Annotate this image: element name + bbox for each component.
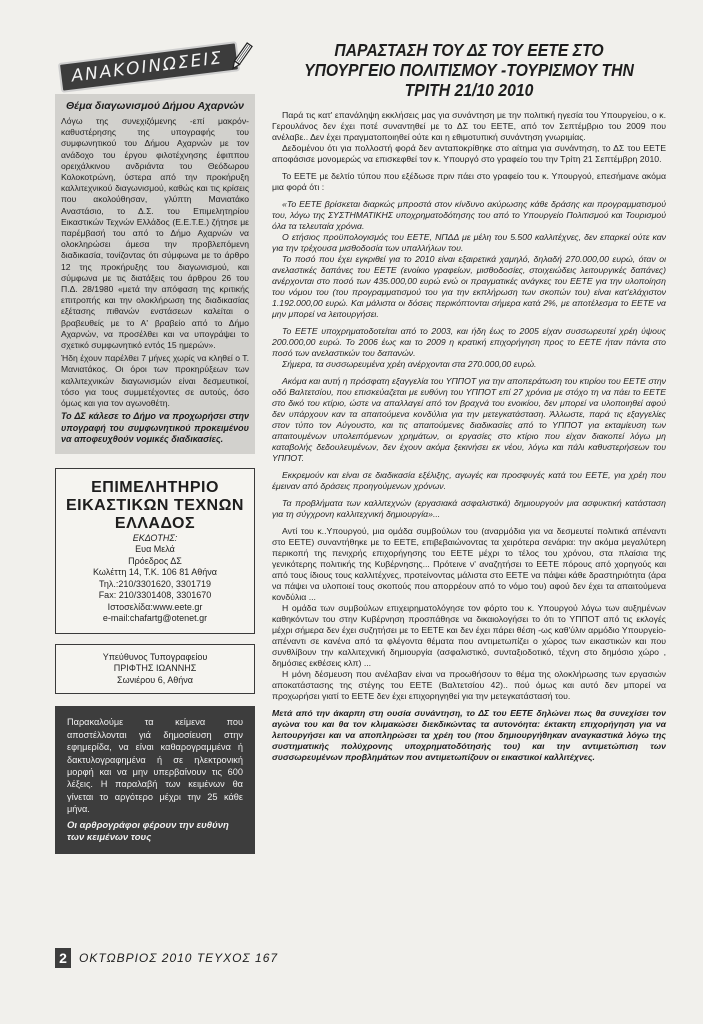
notice-paragraph: Λόγω της συνεχιζόμενης -επί μακρόν- καθυστέρησης της υπογραφής του συμφωνητικού του Δήμου Αχαρνών με τον ανάδοχο του έργου φιλοτέχνησης έφιππου ορειχάλκινου ανδριάντα του Θεόδωρου Κολοκοτρώνη, ύστερα από την προκήρυξη καλλιτεχνικού διαγωνισμού, καθώς και τις κρίσεις που ακολούθησαν, γλύπτη Μανιατάκο Αναστάσιο, το Δ.Σ. του Επιμελητηρίου Εικαστικών Τεχνών Ελλάδος (Ε.Ε.Τ.Ε.) ζήτησε με παρέμβασή του από το Δήμο Αχαρνών να ολοκληρώσει άμεσα την προβλεπόμενη διαδικασία, τονίζοντας ότι σύμφωνα με το άρθρο 12 της προκήρυξης του διαγωνισμού, και σύμφωνα με τις διατάξεις του άρθρου 26 του Π.Δ. 28/1980 «μετά την απόφαση της κριτικής επιτροπής και την ολοκλήρωση της διαδικασίας εξέτασης πιθανών ενστάσεων καλείται ο βραβευθείς με το Α' βραβείο από το Δήμο Αχαρνών, να προσέλθει και να υπογράψει το σχετικό συμφωνητικό εντός 15 ημερών». <box>61 116 249 351</box>
submission-note-box <box>55 706 255 854</box>
article-paragraph: Η μόνη δέσμευση που ανέλαβαν είναι να προωθήσουν το θέμα της ολοκλήρωσης των εργασιών αποκατάστασης της στέγης του ΕΕΤΕ (Βαλτετσίου 42).. πού όμως και αυτό δεν μπορεί να προχωρήσει γιατί το ΕΕΤΕ δεν έχει επιχορηγηθεί για την μετεγκατάστασή του. <box>272 669 666 701</box>
chamber-name: ΕΠΙΜΕΛΗΤΗΡΙΟ ΕΙΚΑΣΤΙΚΩΝ ΤΕΧΝΩΝ ΕΛΛΑΔΟΣ <box>66 478 244 532</box>
chamber-email: e-mail:chafartg@otenet.gr <box>102 613 208 624</box>
announcements-header <box>55 40 255 92</box>
printer-box <box>55 644 255 695</box>
printer-address: Σωνιέρου 6, Αθήνα <box>117 674 193 685</box>
article-quote: Τα προβλήματα των καλλιτεχνών (εργασιακά ασφαλιστικά) δημιουργούν μια ασφυκτική κατάσταση για τη σύγχρονη καλλιτεχνική δημιουργία»... <box>272 498 666 519</box>
chamber-address: Κωλέττη 14, Τ.Κ. 106 81 Αθήνα <box>93 567 217 578</box>
article-column <box>272 40 666 769</box>
article-quote: «Το ΕΕΤΕ βρίσκεται διαρκώς μπροστά στον κίνδυνο ακύρωσης κάθε δράσης και προγραμματισμού του, λόγω της ΣΥΣΤΗΜΑΤΙΚΗΣ υποχρηματοδότησης του από το Υπουργείο Πολιτισμού και Τουρισμού όλα τα τελευταία χρόνια. <box>272 199 666 231</box>
article-paragraph: Δεδομένου ότι για πολλοστή φορά δεν ανταποκρίθηκε στο αίτημα για συνάντηση, το ΔΣ του ΕΕΤΕ αποφάσισε μονομερώς να επισκεφθεί τον κ. Υπουργό στο γραφείο του την Τρίτη 21 Σεπτέμβρη 2010. <box>272 143 666 164</box>
publisher-label: ΕΚΔΟΤΗΣ: <box>132 532 178 543</box>
article-quote: Το ΕΕΤΕ υποχρηματοδοτείται από το 2003, και ήδη έως το 2005 είχαν συσσωρευτεί χρέη ύψους 200.000,00 ευρώ. Το 2006 έως και το 2009 η κρατική επιχορήγηση προς το ΕΕΤΕ ήταν πάντα στο ποσό των ανελαστικών του δαπανών. <box>272 326 666 358</box>
article-paragraph: Αντί του κ..Υπουργού, μια ομάδα συμβούλων του (αναρμόδια για να δεσμευτεί πολιτικά απέναντι στο ΕΕΤΕ) συναντήθηκε με το ΕΕΤΕ, επιβεβαιώνοντας τα χειρότερα σενάρια: την ακόμα μεγαλύτερη περικοπή της πενιχρής επιχορήγησης του ΕΕΤΕ μέχρι το τέλος του χρόνου, στα πλαίσια της γενικότερης πολιτικής της Κυβέρνησης... Πρότεινε ν' αναζητήσει το ΕΕΤΕ πόρους από χορηγούς και από τους ίδιους τους καλλιτέχνες, προτείνοντας μάλιστα στο ΕΕΤΕ να πάψει κάθε δραστηριότητα (άρα να πάψει να υλοποιεί τους σκοπούς που απορρέουν από το νόμο του) αφού δεν έχει τα απαιτούμενα κονδύλια ... <box>272 526 666 602</box>
article-paragraph: Παρά τις κατ' επανάληψη εκκλήσεις μας για συνάντηση με την πολιτική ηγεσία του Υπουργείου, ο κ. Γερουλάνος δεν έχει ποτέ συναντηθεί με το ΔΣ του ΕΕΤΕ, από τον Σεπτέμβριο του 2009 που ανέλαβε.. Δεν έχει πραγματοποιηθεί ούτε και η εθιμοτυπική συνάντηση γνωριμίας. <box>272 110 666 142</box>
pencil-icon <box>227 40 255 74</box>
article-paragraph: Η ομάδα των συμβούλων επιχειρηματολόγησε τον φόρτο του κ. Υπουργού λόγω των αυξημένων καθηκόντων του στην Κυβέρνηση προσπάθησε να δικαιολογήσει το ότι το ΥΠΠΟΤ από τις εκλογές μέχρι σήμερα δεν έχει συζητήσει με το ΕΕΤΕ και δεν έχει πάρει θέση -ως καθ'ύλιν αρμόδιο Υπουργείο- απέναντι σε κανένα από τα φλέγοντα θέματα που αντιμετωπίζει ο χώρος των εικαστικών και που συνθλίβουν την καλλιτεχνική δημιουργία (ασφαλιστικό, συνταξιοδοτικό, τέχνη στο δημόσιο χώρο , δημόσιες εκθέσεις κλπ) ... <box>272 603 666 668</box>
chamber-website: Ιστοσελίδα:www.eete.gr <box>107 601 203 612</box>
article-paragraph: Το ΕΕΤΕ με δελτίο τύπου που εξέδωσε πριν πάει στο γραφείο του κ. Υπουργού, επεσήμανε ακόμα μια φορά ότι : <box>272 171 666 192</box>
printer-role: Υπεύθυνος Τυπογραφείου <box>102 651 208 662</box>
article-headline: ΠΑΡΑΣΤΑΣΗ ΤΟΥ ΔΣ ΤΟΥ ΕΕΤΕ ΣΤΟ ΥΠΟΥΡΓΕΙΟ ΠΟΛΙΤΙΣΜΟΥ -ΤΟΥΡΙΣΜΟΥ ΤΗΝ ΤΡΙΤΗ 21/10 2010 <box>304 40 634 100</box>
notice-paragraph: Ήδη έχουν παρέλθει 7 μήνες χωρίς να κληθεί ο Τ. Μανιατάκος. Οι όροι των προκηρύξεων των καλλιτεχνικών διαγωνισμών είναι δεσμευτικοί, τόσο για τους συμμετέχοντες σε αυτούς, όσο όμως και για τον αγωνοθέτη. <box>61 353 249 409</box>
publisher-name: Ευα Μελά <box>135 544 175 555</box>
submission-note-bold: Οι αρθρογράφοι φέρουν την ευθύνη των κειμένων τους <box>67 819 229 843</box>
article-quote: Εκκρεμούν και είναι σε διαδικασία εξέλιξης, αγωγές και προσφυγές κατά του ΕΕΤΕ, για χρέη που έμειναν από δράσεις προηγούμενων χρόνων. <box>272 470 666 491</box>
article-quote: Ακόμα και αυτή η πρόσφατη εξαγγελία του ΥΠΠΟΤ για την αποπεράτωση του κτιρίου του ΕΕΤΕ στην οδό Βαλτετσίου, που επισκεύαζεται με ευθύνη του ΥΠΠΟΤ επί 27 χρόνια με στόχο τη να πάει το ΕΕΤΕ στο δικό του κτίριο, ώστε να απαλλαγεί από τον βραχνά του ενοικίου, δεν μπορεί να υλοποιηθεί αφού δεν υπάρχουν καν τα απαιτούμενα κονδύλια για την μετεγκατάσταση. Άλλωστε, παρά τις εξαγγελίες στον τύπο τον Αύγουστο, και τις απαιτούμενες διαδικασίες από το ΥΠΠΟΤ για εκταμίευση των απαιτουμένων υπολειπόμενων χρημάτων, οι εργασίες στο κτίριο που είχαν διακοπεί λόγω μη καταβολής δεδουλευμένων, δεν έχουν ακόμα ξεκινήσει εκ νέου, λόγω και πάλι καθυστερήσεων του ΥΠΠΟΤ. <box>272 376 666 463</box>
article-quote: Ο ετήσιος προϋπολογισμός του ΕΕΤΕ, ΝΠΔΔ με μέλη του 5.500 καλλιτέχνες, δεν επαρκεί ούτε καν για την τρέχουσα μισθοδοσία των υπαλλήλων του. <box>272 232 666 253</box>
notice-closing: Το ΔΣ κάλεσε το Δήμο να προχωρήσει στην υπογραφή του συμφωνητικού προκειμένου να αποφευχθούν νομικές διαδικασίες. <box>61 411 249 445</box>
article-quote: Σήμερα, τα συσσωρευμένα χρέη ανέρχονται στα 270.000,00 ευρώ. <box>282 359 537 369</box>
submission-note-text: Παρακαλούμε τα κείμενα που αποστέλλονται γιά δημοσίευση στην εφημερίδα, να είναι καθαρογραμμένα ή δακτυλογραφημένα ή σε ηλεκτρονική μορφή και να μην υπερβαίνουν τις 600 λέξεις. Η παραλαβή των κειμένων θα γίνεται το αργότερο μέχρι την 25 κάθε μήνα. <box>67 717 243 815</box>
article-closing: Μετά από την άκαρπη στη ουσία συνάντηση, το ΔΣ του ΕΕΤΕ δηλώνει πως θα συνεχίσει τον αγώνα του και θα τον κλιμακώσει διεκδικώντας τα αυτονόητα: έκτακτη επιχορήγηση για να λειτουργήσει και να αποπληρώσει τα χρέη του (που δημιουργήθηκαν αναγκαστικά λόγω της συστηματικής πολύχρονης υποχρηματοδότησής του) και την αντιμετώπιση των συσσωρευμένων προβλημάτων που αντιμετωπίζουν οι εικαστικοί καλλιτέχνες. <box>272 708 666 762</box>
page-number: 2 <box>55 948 71 968</box>
left-column <box>55 40 255 854</box>
chamber-fax: Fax: 210/3301408, 3301670 <box>98 590 212 601</box>
announcements-banner: ΑΝΑΚΟΙΝΩΣΕΙΣ <box>58 41 241 93</box>
page-footer <box>55 948 278 968</box>
printer-name: ΠΡΙΦΤΗΣ ΙΩΑΝΝΗΣ <box>113 663 197 674</box>
publisher-box <box>55 468 255 634</box>
notice-title: Θέμα διαγωνισμού Δήμου Αχαρνών <box>65 100 245 112</box>
issue-info: ΟΚΤΩΒΡΙΟΣ 2010 ΤΕΥΧΟΣ 167 <box>79 951 279 965</box>
announcements-box <box>55 94 255 454</box>
article-quote: Το ποσό που έχει εγκριθεί για το 2010 είναι εξαιρετικά χαμηλό, δηλαδή 270.000,00 ευρώ, όταν οι ανελαστικές δαπάνες του ΕΕΤΕ (ενοίκιο γραφείων, μισθοδοσίες, στοιχειώδεις λειτουργικές δαπάνες) ανέρχονται στο ποσό των 435.000,00 ευρώ ενώ οι πραγματικές ανάγκες του ΕΕΤΕ για την υλοποίηση του νόμου του (του προγραμματισμού του για την εκπλήρωση των σκοπών του) είναι κατ'ελάχιστον 1.192.000,00 ευρώ. Και μάλιστα οι δόσεις περικόπτονται σήμερα κατά 2%, με αποτέλεσμα το ΕΕΤΕ να μην μπορεί να λειτουργήσει. <box>272 254 666 319</box>
chamber-phone: Τηλ.:210/3301620, 3301719 <box>99 578 211 589</box>
publisher-role: Πρόεδρος ΔΣ <box>128 555 182 566</box>
